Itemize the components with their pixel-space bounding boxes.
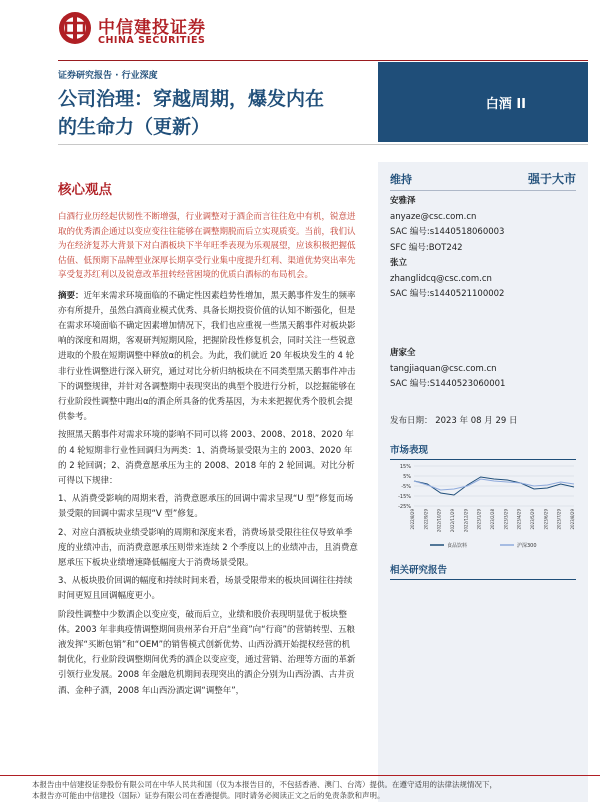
disclaimer-line-1: 本报告由中信建投证券股份有限公司在中华人民共和国（仅为本报告目的，不包括香港、澳门、台湾）提供。在遵守适用的法律法规情况下， (32, 780, 497, 789)
analyst-email: anyaze@csc.com.cn (390, 211, 477, 222)
analyst-block-1 (390, 194, 580, 256)
analyst-block-3 (390, 346, 580, 393)
title-line-2: 的生命力（更新） (58, 116, 211, 138)
x-tick-label: 2023/2/28 (490, 509, 495, 530)
publish-date: 发布日期： 2023 年 08 月 29 日 (390, 416, 518, 426)
x-tick-label: 2023/6/29 (543, 509, 549, 530)
analyst-email: tangjiaquan@csc.com.cn (390, 363, 497, 374)
body-paragraph-4: 2、对应白酒板块业绩受影响的周期和深度来看，消费场景受限往往仅导致单季度的业绩冲击，而消费意愿承压则带来连续 2 个季度以上的业绩冲击，且消费意愿承压下板块业绩增速降低幅度大于消费场景受限。 (58, 527, 358, 568)
section-divider (58, 144, 588, 145)
legend-label: 食品饮料 (447, 543, 468, 549)
series-line (414, 479, 574, 490)
company-name-en: CHINA SECURITIES (98, 35, 206, 46)
analyst-sac: SAC 编号:S1440523060001 (390, 379, 506, 389)
market-chart-svg (390, 462, 578, 550)
y-tick-label: 5% (403, 474, 411, 480)
y-tick-label: -25% (398, 504, 411, 510)
page-title (58, 85, 378, 141)
x-tick-label: 2023/4/29 (516, 509, 522, 530)
footer-disclaimer (0, 775, 600, 801)
analyst-sfc: SFC 编号:BOT242 (390, 242, 463, 253)
x-tick-label: 2022/11/29 (450, 509, 455, 533)
abstract-paragraph (58, 289, 358, 426)
y-tick-label: -15% (398, 494, 411, 500)
body-paragraph-3: 1、从消费受影响的周期来看，消费意愿承压的回调中需求呈现“U 型”修复而场景受限的回调中需求呈现“V 型”修复。 (58, 494, 354, 520)
analyst-block-2 (390, 256, 580, 303)
sector-label: 白酒 II (485, 97, 526, 112)
body-paragraph-2: 按照黑天鹅事件对需求环境的影响不同可以将 2003、2008、2018、2020 年的 4 轮短期非行业性回调归为两类：1、消费场景受限为主的 2003、2020 年的 2 轮回调；2、消费意愿承压为主的 2008、2018 年的 2 轮回调。对比分析可得以下规律： (58, 430, 355, 486)
x-tick-label: 2022/10/29 (436, 509, 442, 533)
analyst-name: 安雅泽 (390, 196, 416, 206)
analyst-name: 张立 (390, 258, 408, 268)
body-paragraph-5: 3、从板块股价回调的幅度和持续时间来看，场景受限带来的板块回调往往持续时间更短且回调幅度更小。 (58, 576, 353, 602)
analyst-sac: SAC 编号:s1440521100002 (390, 289, 505, 299)
market-performance-title: 市场表现 (390, 442, 576, 460)
company-logo-icon (58, 11, 92, 45)
rating-action: 维持 (390, 173, 412, 186)
analyst-name: 唐家全 (390, 348, 416, 358)
disclaimer-line-2: 本报告亦可能由中信建投（国际）证券有限公司在香港提供。同时请务必阅读正文之后的免责条款和声明。 (32, 791, 385, 800)
summary-paragraph: 白酒行业历经起伏韧性不断增强，行业调整对于酒企而言往往危中有机，锐意进取的优秀酒企通过以变应变往往能够在调整期脱而后立实现质变。当前，我们认为在经济复苏大背景下对白酒板块下半年旺季表现为乐观展望，应该积极把握低估值、低预期下品牌型业深厚长期享受行业集中度提升红利、渠道优势突出率先享受复苏红利以及锐意改革扭转经营困境的优质白酒标的布局机会。 (58, 212, 356, 280)
header-divider (58, 60, 588, 61)
x-tick-label: 2022/8/29 (410, 509, 415, 530)
rating-value: 强于大市 (527, 172, 576, 186)
x-tick-label: 2022/9/29 (423, 509, 429, 530)
abstract-lead: 摘要： (58, 290, 84, 301)
analyst-sac: SAC 编号:s1440518060003 (390, 227, 505, 237)
analyst-email: zhanglidcq@csc.com.cn (390, 273, 492, 284)
related-research-title: 相关研究报告 (390, 562, 576, 580)
body-paragraph-6: 阶段性调整中少数酒企以变应变，破而后立，业绩和股价表现明显优于板块整体。2003 年非典疫情调整期间贵州茅台开启“坐商”向“行商”的营销转型、五粮液发挥“买断包销”和“OEM”的销售模式创新优势、山西汾酒开始提权经营的机制优化，行业阶段调整期间优秀的酒企以变应变，通过营销、治理等方面的革新引领行业发展。2008 年金融危机期间表现突出的酒企分别为山西汾酒、古井贡酒、金种子酒，2008 年山西汾酒定调“调整年”， (58, 609, 356, 696)
x-tick-label: 2023/3/29 (503, 509, 509, 530)
y-tick-label: -5% (401, 484, 411, 490)
breadcrumb: 证券研究报告 · 行业深度 (58, 71, 158, 81)
x-tick-label: 2023/1/29 (476, 509, 482, 530)
x-tick-label: 2022/12/29 (463, 509, 469, 533)
market-chart (390, 462, 578, 550)
y-tick-label: 15% (399, 464, 411, 470)
x-tick-label: 2023/7/29 (556, 509, 562, 530)
rating-row (390, 170, 576, 191)
x-tick-label: 2023/5/29 (530, 509, 535, 530)
company-name-cn: 中信建投证券 (98, 18, 206, 38)
section-title: 核心观点 (58, 182, 112, 198)
main-content (58, 178, 358, 702)
company-logo (58, 9, 218, 49)
legend-label: 沪深300 (517, 543, 537, 549)
title-line-1: 公司治理：穿越周期，爆发内在 (58, 88, 325, 110)
abstract-text: 近年来需求环境面临的不确定性因素趋势性增加，黑天鹅事件发生的频率亦有所提升，虽然白酒商业模式优秀、具备长期投资价值的认知不断强化，但是在需求环境面临不确定因素增加情况下，我们也应重视一些黑天鹅事件对板块影响的深度和周期，客观研判短期风险，把握阶段性修复机会，同时关注一些锐意进取的个股在短期调整中释放α的机会。为此，我们就近 20 年板块发生的 4 轮非行业性调整进行深入研究，通过对比分析归纳板块在不同类型黑天鹅事件冲击下的调整规律，并针对各调整期中表现突出的典型个股进行分析，以挖掘能够在行业阶段性调整中跑出α的酒企所具备的优秀基因，为未来把握优秀个股机会提供参考。 (58, 290, 356, 423)
sector-banner (378, 62, 588, 142)
x-tick-label: 2023/8/29 (570, 509, 575, 530)
